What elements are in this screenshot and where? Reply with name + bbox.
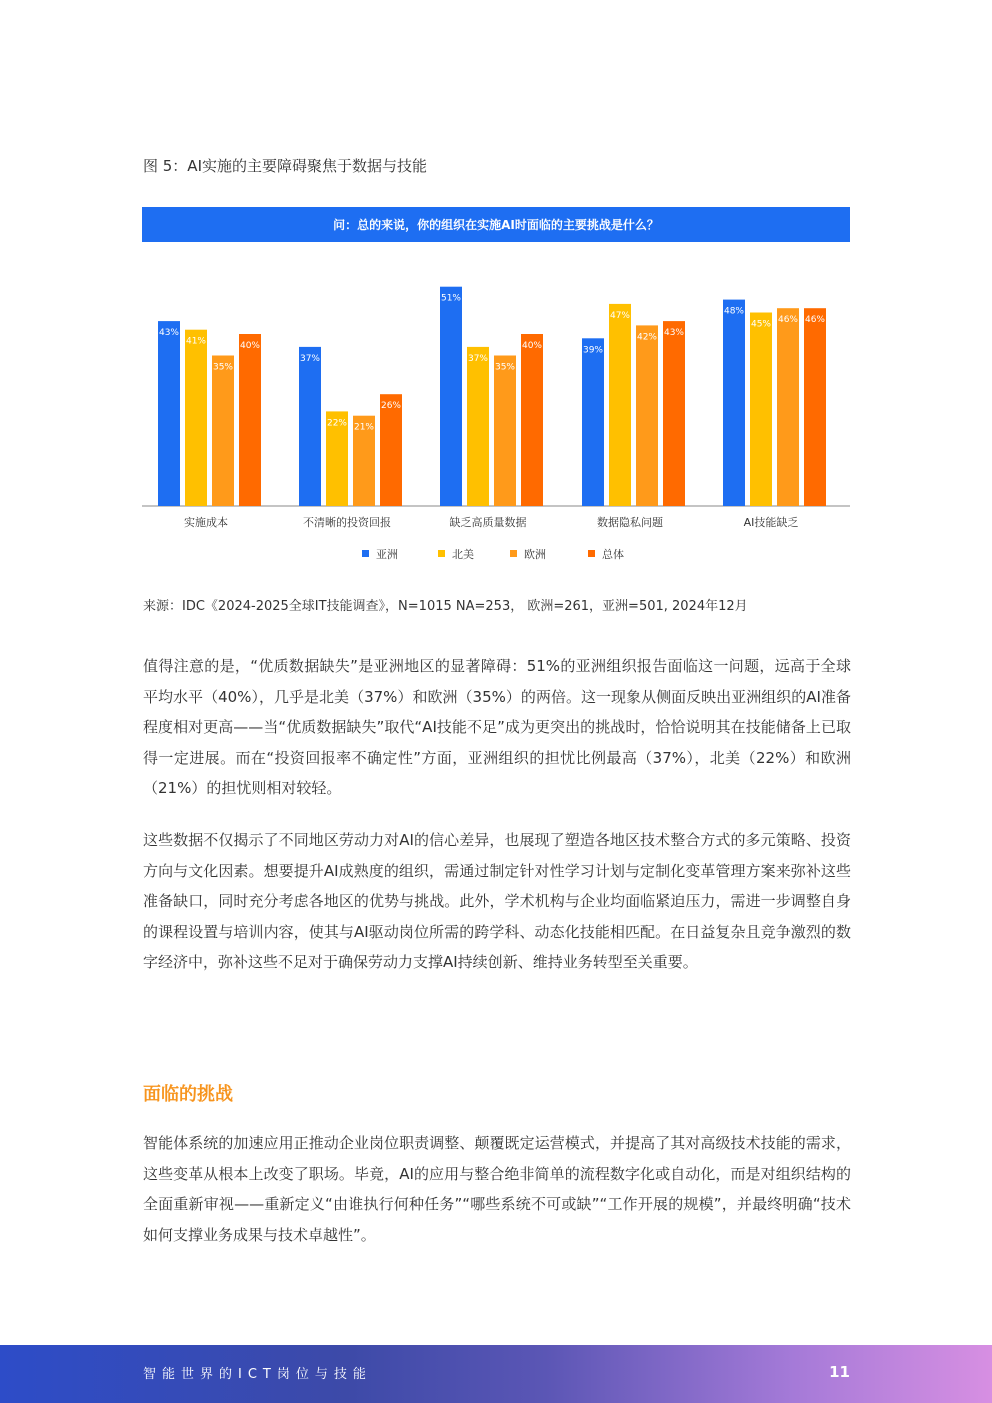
bar-2-3 xyxy=(521,334,543,506)
bar-value-label: 47% xyxy=(609,310,631,321)
bar-chart xyxy=(0,0,992,580)
bar-value-label: 48% xyxy=(723,306,745,317)
bar-value-label: 42% xyxy=(636,332,658,343)
bar-2-2 xyxy=(494,356,516,507)
bar-value-label: 46% xyxy=(777,315,799,326)
bar-value-label: 40% xyxy=(239,341,261,351)
bar-0-3 xyxy=(239,334,261,506)
legend-label: 欧洲 xyxy=(524,548,546,561)
bar-0-0 xyxy=(158,321,180,506)
bar-3-0 xyxy=(582,338,604,506)
bar-value-label: 40% xyxy=(521,341,543,351)
page-number: 11 xyxy=(829,1363,850,1381)
bar-value-label: 26% xyxy=(380,401,402,412)
bar-4-2 xyxy=(777,308,799,506)
body-paragraph-1: 值得注意的是，“优质数据缺失”是亚洲地区的显著障碍：51%的亚洲组织报告面临这一问题，远高于全球平均水平（40%），几乎是北美（37%）和欧洲（35%）的两倍。这一现象从侧面反映出亚洲组织的AI准备程度相对更高——当“优质数据缺失”取代“AI技能不足”成为更突出的挑战时，恰恰说明其在技能储备上已取得一定进展。而在“投资回报率不确定性”方面，亚洲组织的担忧比例最高（37%），北美（22%）和欧洲（21%）的担忧则相对较轻。 xyxy=(143,657,851,797)
legend-label: 总体 xyxy=(602,548,624,561)
bar-value-label: 43% xyxy=(158,328,180,339)
category-label: 数据隐私问题 xyxy=(597,516,663,529)
bar-value-label: 37% xyxy=(299,353,321,364)
bar-3-2 xyxy=(636,325,658,506)
legend-swatch xyxy=(438,550,445,557)
bar-value-label: 39% xyxy=(582,345,604,356)
bar-value-label: 43% xyxy=(663,328,685,339)
bar-value-label: 35% xyxy=(494,362,516,373)
bar-0-1 xyxy=(185,330,207,506)
bar-4-1 xyxy=(750,313,772,507)
section-heading: 面临的挑战 xyxy=(143,1084,233,1105)
bar-2-0 xyxy=(440,287,462,506)
bar-4-0 xyxy=(723,300,745,506)
bar-value-label: 46% xyxy=(804,315,826,326)
survey-question-banner: 问：总的来说，你的组织在实施AI时面临的主要挑战是什么？ xyxy=(142,207,850,242)
footer-band xyxy=(0,1345,992,1403)
bar-4-3 xyxy=(804,308,826,506)
category-label: AI技能缺乏 xyxy=(743,516,799,529)
legend-label: 北美 xyxy=(452,548,474,561)
bar-value-label: 21% xyxy=(353,422,375,433)
bar-0-2 xyxy=(212,356,234,507)
bar-value-label: 35% xyxy=(212,362,234,373)
figure-caption: 图 5：AI实施的主要障碍聚焦于数据与技能 xyxy=(143,157,427,175)
category-label: 缺乏高质量数据 xyxy=(449,516,527,529)
bar-value-label: 22% xyxy=(326,418,348,429)
bar-value-label: 45% xyxy=(750,319,772,330)
legend-swatch xyxy=(510,550,517,557)
bar-value-label: 41% xyxy=(185,336,207,347)
section-paragraph: 智能体系统的加速应用正推动企业岗位职责调整、颠覆既定运营模式，并提高了其对高级技术技能的需求，这些变革从根本上改变了职场。毕竟，AI的应用与整合绝非简单的流程数字化或自动化，而是对组织结构的全面重新审视——重新定义“由谁执行何种任务”“哪些系统不可或缺”“工作开展的规模”，并最终明确“技术如何支撑业务成果与技术卓越性”。 xyxy=(143,1134,851,1244)
bar-value-label: 37% xyxy=(467,353,489,364)
footer-title: 智能世界的ICT岗位与技能 xyxy=(143,1367,372,1382)
bar-1-0 xyxy=(299,347,321,506)
bar-2-1 xyxy=(467,347,489,506)
legend-swatch xyxy=(588,550,595,557)
bar-3-3 xyxy=(663,321,685,506)
legend-label: 亚洲 xyxy=(376,548,398,561)
bar-3-1 xyxy=(609,304,631,506)
category-label: 不清晰的投资回报 xyxy=(303,516,391,529)
bar-value-label: 51% xyxy=(440,293,462,304)
body-paragraph-2: 这些数据不仅揭示了不同地区劳动力对AI的信心差异，也展现了塑造各地区技术整合方式的多元策略、投资方向与文化因素。想要提升AI成熟度的组织，需通过制定针对性学习计划与定制化变革管理方案来弥补这些准备缺口，同时充分考虑各地区的优势与挑战。此外，学术机构与企业均面临紧迫压力，需进一步调整自身的课程设置与培训内容，使其与AI驱动岗位所需的跨学科、动态化技能相匹配。在日益复杂且竞争激烈的数字经济中，弥补这些不足对于确保劳动力支撑AI持续创新、维持业务转型至关重要。 xyxy=(143,831,851,971)
legend-swatch xyxy=(362,550,369,557)
source-note: 来源：IDC《2024-2025全球IT技能调查》，N=1015 NA=253， 欧洲=261，亚洲=501, 2024年12月 xyxy=(143,599,748,614)
category-label: 实施成本 xyxy=(184,516,228,529)
